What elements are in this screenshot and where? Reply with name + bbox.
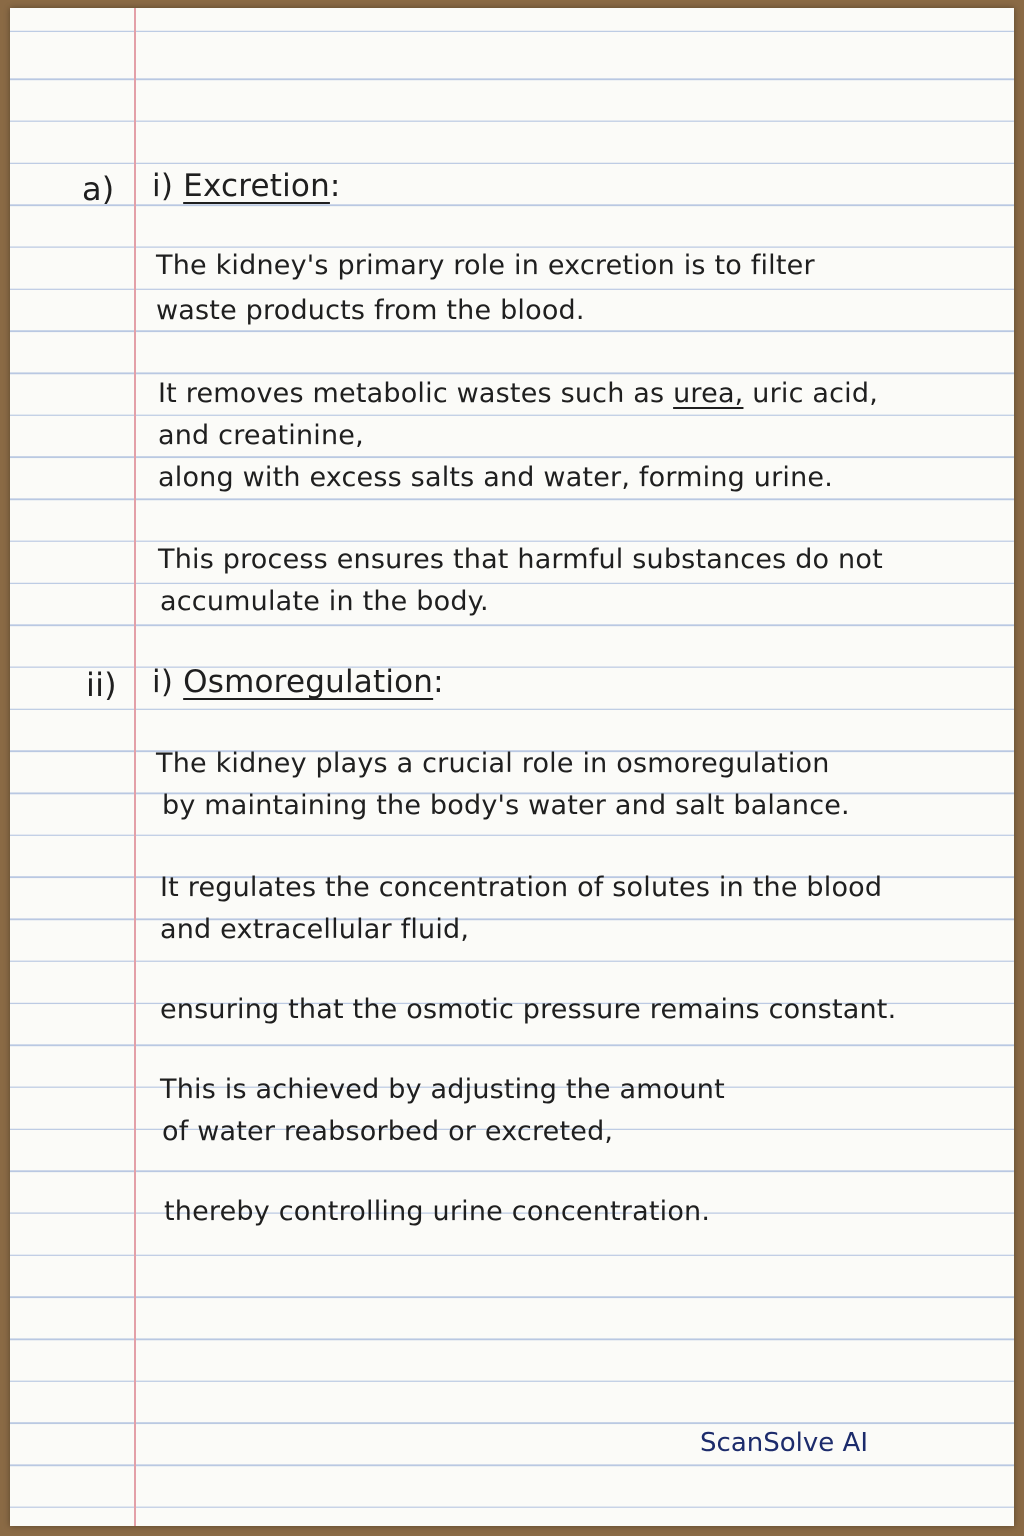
text-line: ensuring that the osmotic pressure remains constant. — [160, 994, 897, 1025]
text-line: It regulates the concentration of solutes in the blood — [160, 872, 883, 903]
underlined-term: urea, — [673, 378, 744, 409]
text-fragment: It removes metabolic wastes such as — [158, 378, 674, 409]
section-b-colon: : — [433, 664, 444, 700]
section-b-sub-label: i) — [152, 664, 174, 700]
section-a-colon: : — [329, 168, 341, 204]
section-a-heading — [152, 168, 341, 204]
text-line: and extracellular fluid, — [160, 914, 470, 945]
text-line: and creatinine, — [158, 420, 364, 451]
text-line: of water reabsorbed or excreted, — [162, 1116, 614, 1147]
section-a-label: a) — [82, 170, 115, 208]
margin-line — [134, 8, 136, 1526]
text-line: along with excess salts and water, forming urine. — [158, 462, 834, 493]
text-line: by maintaining the body's water and salt balance. — [162, 790, 850, 821]
text-line: waste products from the blood. — [156, 295, 585, 326]
text-line: This process ensures that harmful substances do not — [158, 544, 883, 575]
notebook-page — [10, 8, 1014, 1526]
section-b-heading — [152, 664, 444, 700]
text-line: The kidney plays a crucial role in osmoregulation — [156, 748, 830, 779]
text-line: thereby controlling urine concentration. — [164, 1196, 711, 1227]
text-line: accumulate in the body. — [160, 586, 489, 617]
text-line — [158, 378, 878, 409]
text-fragment: uric acid, — [743, 378, 879, 409]
brand-watermark: ScanSolve AI — [700, 1428, 868, 1458]
section-b-title: Osmoregulation — [183, 664, 434, 700]
section-a-sub-label: i) — [152, 168, 174, 204]
text-line: The kidney's primary role in excretion is to filter — [156, 250, 815, 281]
section-a-title: Excretion — [183, 168, 330, 204]
text-line: This is achieved by adjusting the amount — [160, 1074, 725, 1105]
section-b-label: ii) — [86, 666, 117, 704]
